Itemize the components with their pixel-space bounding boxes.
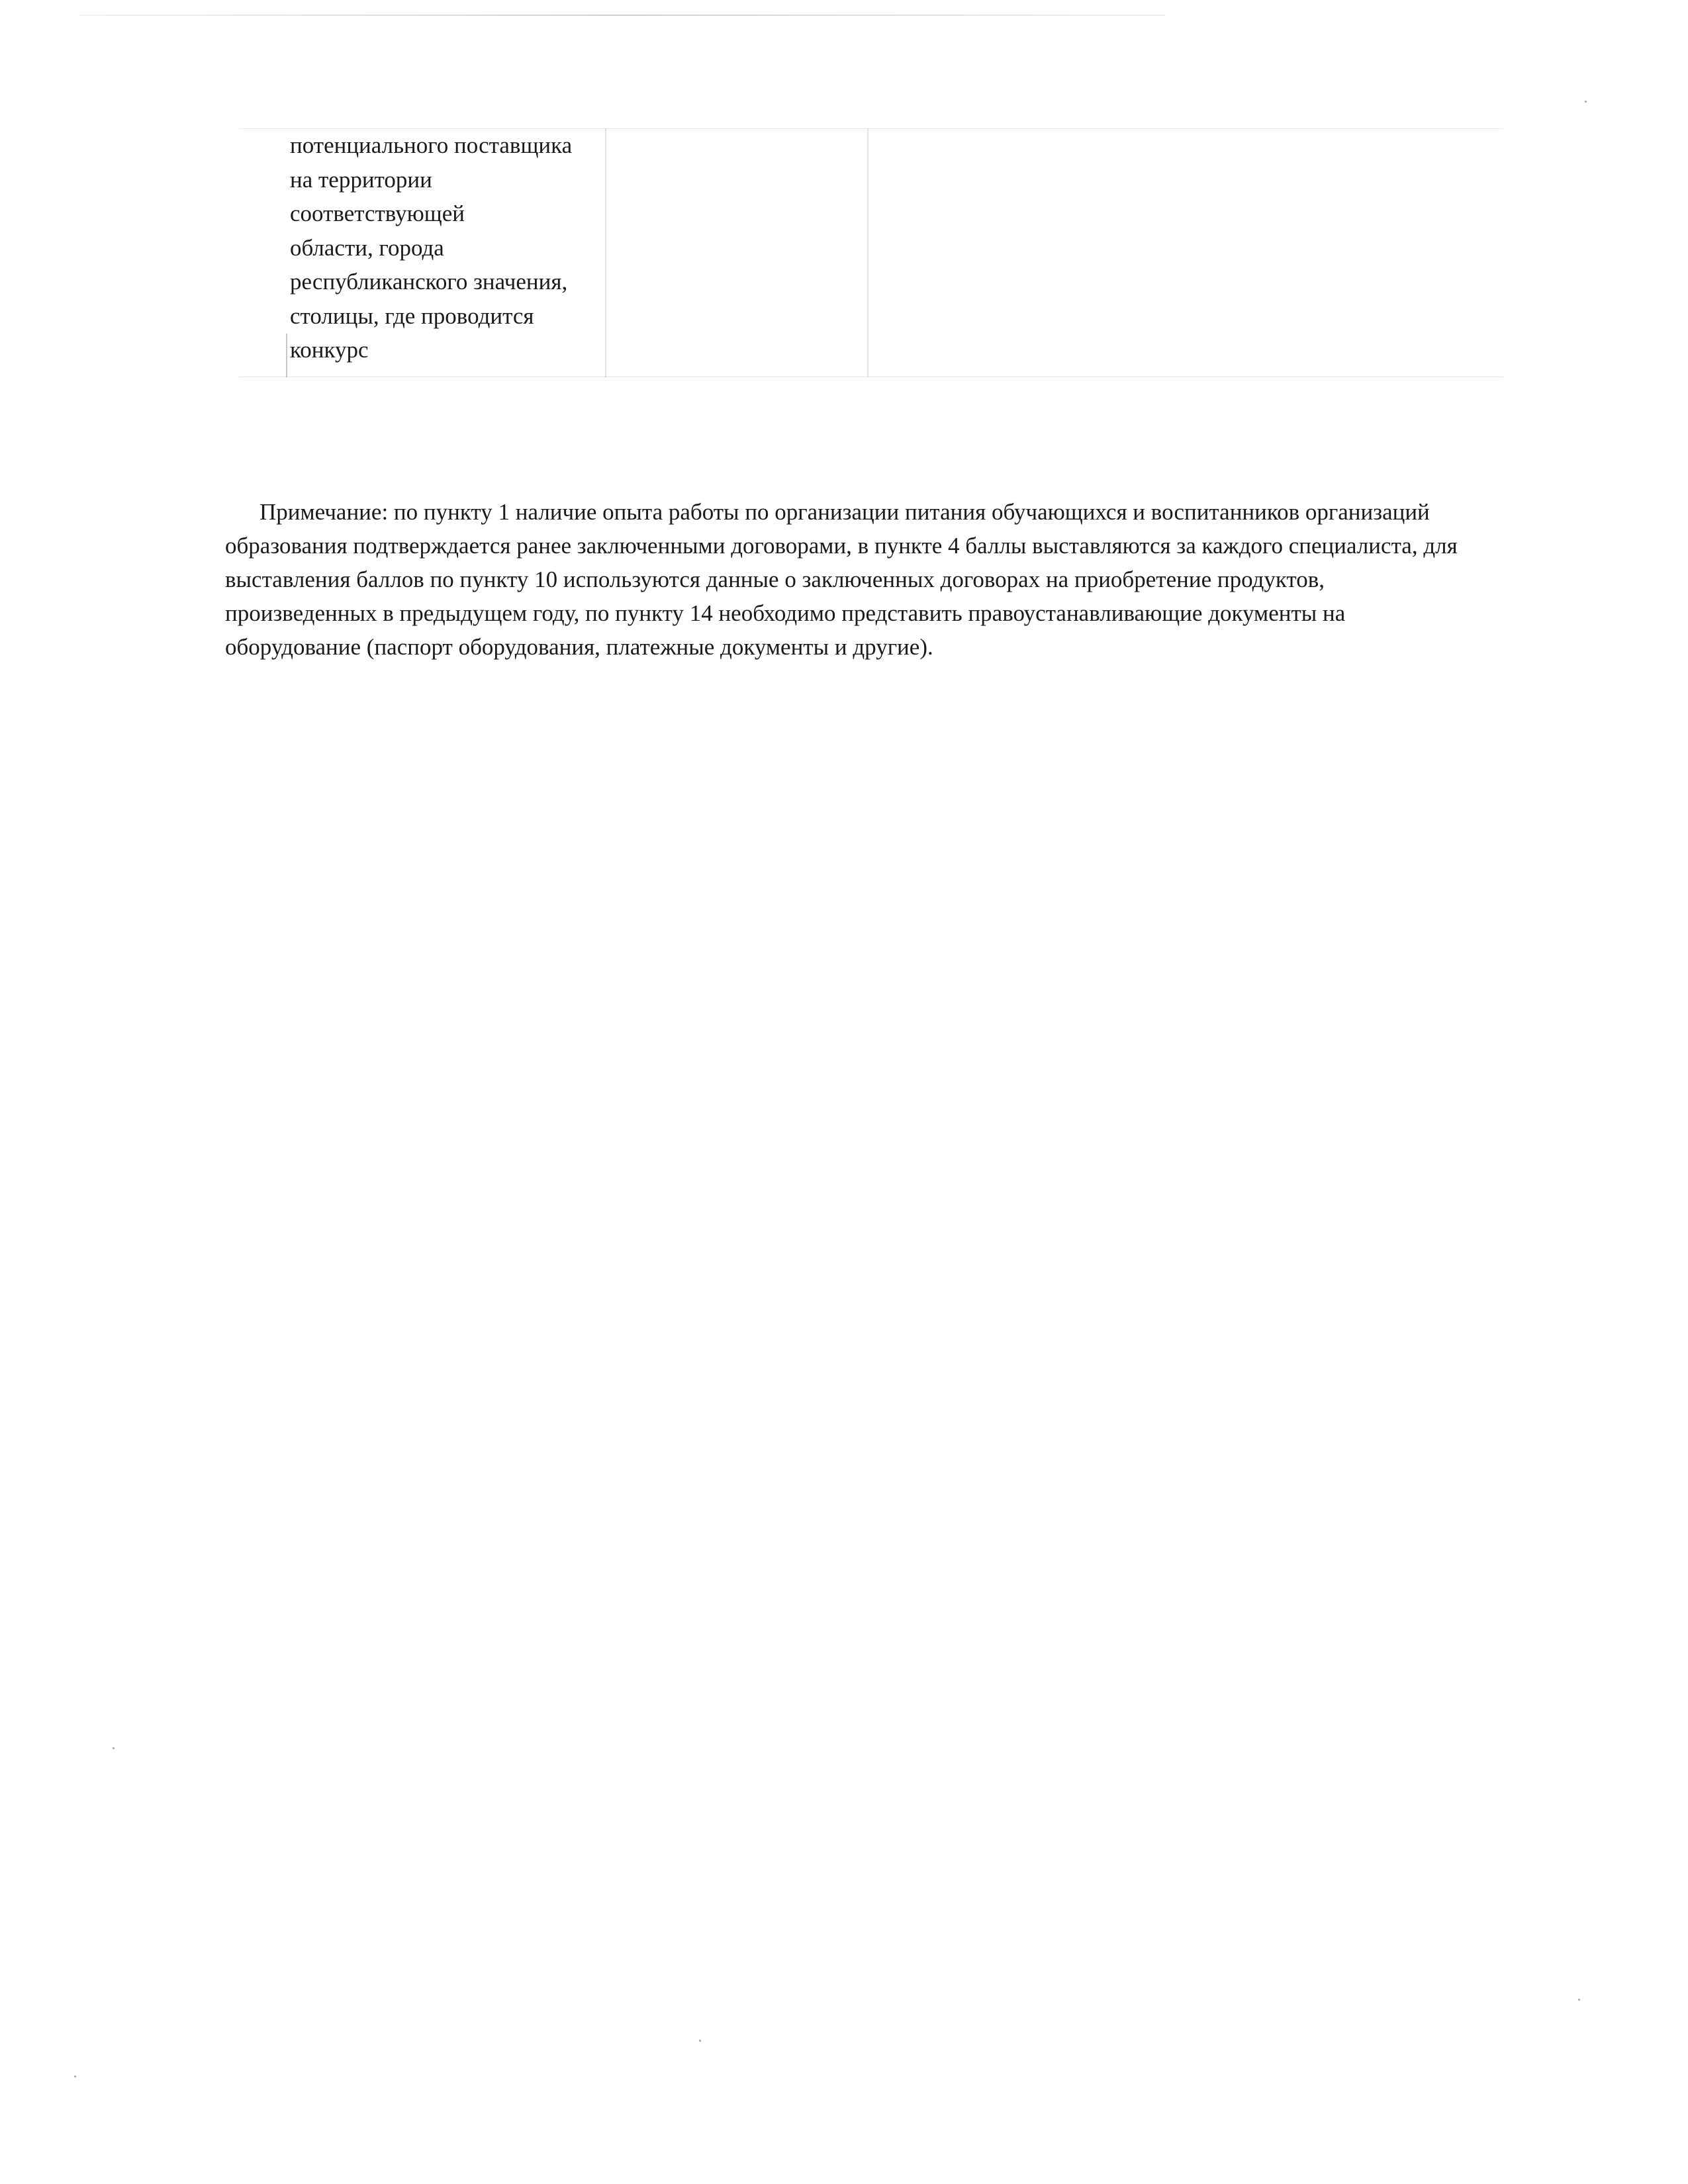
scan-speck bbox=[1578, 1999, 1580, 2001]
scan-edge-line bbox=[79, 15, 1165, 16]
cell-line: области, города bbox=[290, 234, 444, 261]
note-paragraph: Примечание: по пункту 1 наличие опыта работы по организации питания обучающихся и воспитанников организаций образования подтверждается ранее заключенными договорами, в пункте 4 баллы выставляются за каждого специалиста, для выставления баллов по пункту 10 используются данные о заключенных договорах на приобретение продуктов, произведенных в предыдущем году, по пункту 14 необходимо представить правоустанавливающие документы на оборудование (паспорт оборудования, платежные документы и другие). bbox=[225, 499, 1458, 660]
table-column-divider bbox=[867, 128, 868, 377]
scan-speck bbox=[1585, 101, 1587, 103]
cell-line: соответствующей bbox=[290, 201, 465, 226]
scan-speck bbox=[74, 2075, 76, 2077]
cell-line: потенциального поставщика bbox=[290, 132, 573, 158]
cell-line: на территории bbox=[290, 166, 432, 193]
table-column-divider bbox=[286, 334, 287, 377]
table-cell-criterion bbox=[290, 128, 608, 367]
cell-line: конкурс bbox=[290, 337, 369, 363]
cell-line: столицы, где проводится bbox=[290, 302, 534, 329]
scan-speck bbox=[699, 2040, 701, 2042]
table-fragment bbox=[240, 128, 1503, 377]
cell-line: республиканского значения, bbox=[290, 269, 568, 295]
scan-speck bbox=[113, 1747, 115, 1749]
